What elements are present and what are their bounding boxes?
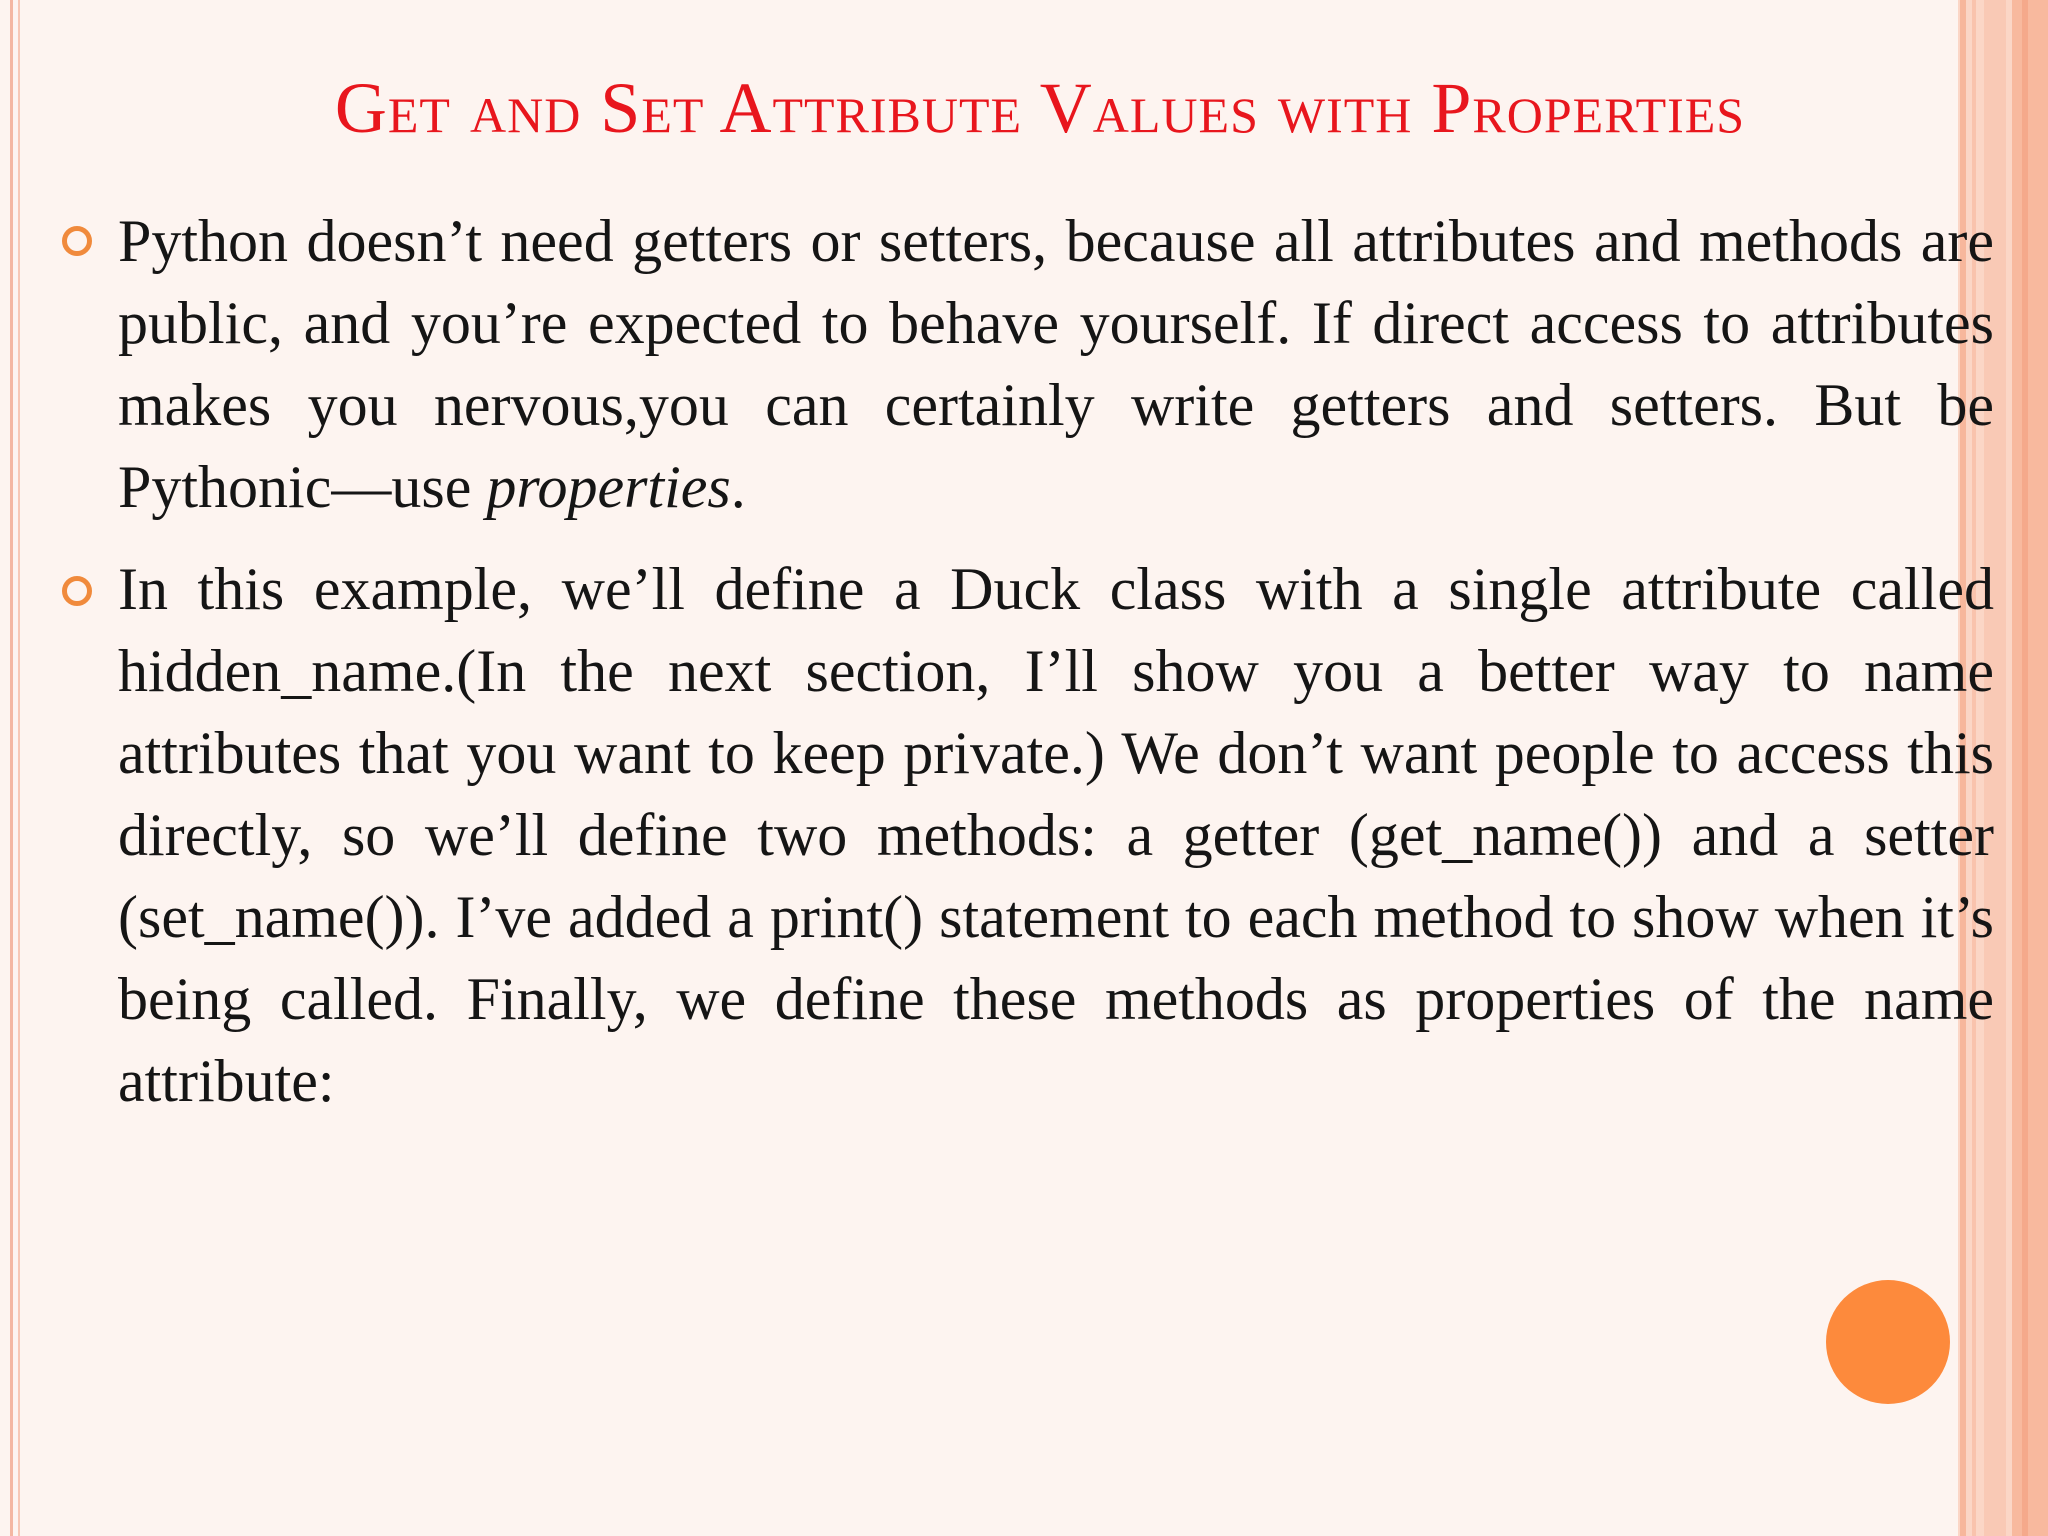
slide-title: Get and Set Attribute Values with Properties — [334, 68, 1746, 148]
bullet-text: In this example, we’ll define a Duck class with a single attribute called hidden_name.(In the next section, I’ll show you a better way to name attributes that you want to keep private.) We don’t want people to access this directly, so we’ll define two methods: a getter (get_name()) and a setter (set_name()). I’ve added a print() statement to each method to show when it’s being called. Finally, we define these methods as properties of the name attribute: — [118, 556, 1994, 1114]
bullet-text: Python doesn’t need getters or setters, because all attributes and methods are public, and you’re expected to behave yourself. If direct access to attributes makes you nervous,you can certainly write getters and setters. But be Pythonic—use — [118, 208, 1994, 520]
bullet-circle-icon — [62, 576, 92, 606]
left-border-line — [10, 0, 13, 1536]
slide-content — [118, 200, 1994, 1142]
bullet-text-emphasis: properties — [486, 454, 731, 520]
right-border-stripe — [2022, 0, 2028, 1536]
bullet-circle-icon — [62, 226, 92, 256]
right-border-stripe — [2012, 0, 2048, 1536]
bullet-text-end: . — [730, 454, 746, 520]
accent-circle — [1826, 1280, 1950, 1404]
left-border-line-inner — [18, 0, 20, 1536]
bullet-item — [118, 548, 1994, 1122]
bullet-item — [118, 200, 1994, 528]
